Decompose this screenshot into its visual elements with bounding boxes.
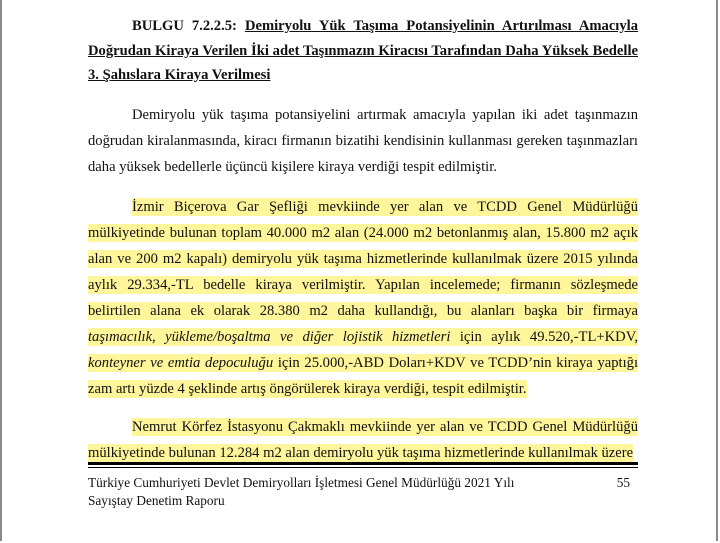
paragraph-summary: Demiryolu yük taşıma potansiyelini artırmak amacıyla yapılan iki adet taşınmazın doğrudan kiralanmasında, kiracı firmanın bizatihi kendisinin kullanması gereken taşınmazları daha yüksek bedellerle üçüncü kişilere kiraya verdiği tespit edilmiştir. <box>88 106 638 175</box>
highlight-text-1: İzmir Biçerova Gar Şefliği mevkiinde yer alan ve TCDD Genel Müdürlüğü mülkiyetinde bulunan toplam 40.000 m2 alan (24.000 m2 betonlanmış alan, 15.800 m2 açık alan ve 200 m2 kapalı) demiryolu yük taşıma hizmetlerinde kullanılmak üzere 2015 yılında aylık 29.334,-TL bedelle kiraya verilmiştir. Yapılan incelemede; firmanın sözleşmede belirtilen alana ek olarak 28.380 m2 daha kullandığı, bu alanları başka bir firmaya <box>88 198 638 319</box>
highlight-text-2: için aylık 49.520,-TL+KDV, <box>450 328 638 345</box>
finding-title: Demiryolu Yük Taşıma Potansiyelinin Artırılması Amacıyla Doğrudan Kiraya Verilen İki adet Taşınmazın Kiracısı Tarafından Daha Yüksek Bedelle 3. Şahıslara Kiraya Verilmesi <box>88 18 639 83</box>
footer-divider-thick <box>88 462 638 465</box>
highlight-italic-1: taşımacılık, yükleme/boşaltma ve diğer lojistik hizmetleri <box>88 328 451 345</box>
highlight-text-3: için 25.000,-ABD Doları+KDV ve TCDD’nin kiraya yaptığı zam artı yüzde 4 şeklinde artış öngörülerek kiraya verdiği, tespit edilmiştir. <box>88 354 639 397</box>
paragraph-nemrut <box>88 414 638 466</box>
finding-heading <box>88 14 638 88</box>
footer-divider-thin <box>88 467 638 468</box>
finding-number: BULGU 7.2.2.5: <box>132 18 245 34</box>
page-number: 55 <box>616 475 630 490</box>
paragraph-izmir <box>88 194 638 402</box>
footer-subtitle: Sayıştay Denetim Raporu <box>88 493 225 508</box>
highlight-text-4: Nemrut Körfez İstasyonu Çakmaklı mevkiinde yer alan ve TCDD Genel Müdürlüğü mülkiyetinde bulunan 12.284 m2 alan demiryolu yük taşıma hizmetlerinde kullanılmak üzere <box>88 418 638 461</box>
footer-title: Türkiye Cumhuriyeti Devlet Demiryolları İşletmesi Genel Müdürlüğü 2021 Yılı <box>88 475 515 490</box>
highlight-italic-2: konteyner ve emtia depoculuğu <box>88 354 274 371</box>
page-footer <box>88 474 638 510</box>
document-page <box>88 14 638 466</box>
